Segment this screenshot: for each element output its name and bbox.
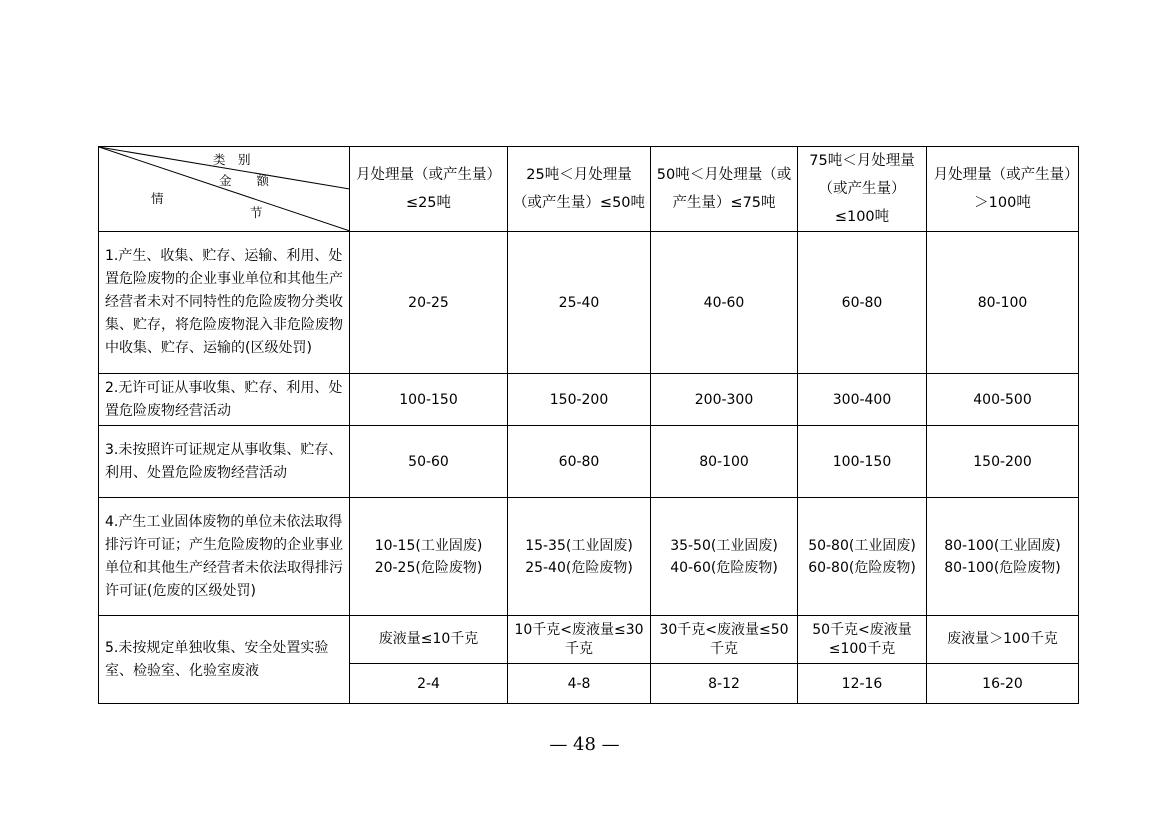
row-label: 4.产生工业固体废物的单位未依法取得排污许可证；产生危险废物的企业事业单位和其他生产经营者未依法取得排污许可证(危废的区级处罚) (99, 498, 350, 616)
header-row (99, 147, 1079, 232)
row-label: 2.无许可证从事收集、贮存、利用、处置危险废物经营活动 (99, 374, 350, 426)
fine-value: 80-100(工业固废) 80-100(危险废物) (927, 498, 1079, 616)
fine-value: 300-400 (798, 374, 927, 426)
diagonal-header-cell (99, 147, 350, 232)
fine-value: 150-200 (927, 426, 1079, 498)
fine-value: 10-15(工业固废) 20-25(危险废物) (350, 498, 508, 616)
fine-value: 15-35(工业固废) 25-40(危险废物) (508, 498, 651, 616)
fine-value: 50-60 (350, 426, 508, 498)
fine-value: 100-150 (798, 426, 927, 498)
row-label: 3.未按照许可证规定从事收集、贮存、利用、处置危险废物经营活动 (99, 426, 350, 498)
fine-table (98, 146, 1079, 704)
row-label: 5.未按规定单独收集、安全处置实验室、检验室、化验室废液 (99, 616, 350, 704)
liquid-threshold: 废液量＞100千克 (927, 616, 1079, 664)
table-row (99, 374, 1079, 426)
col-header-3: 50吨＜月处理量（或产生量）≤75吨 (651, 147, 798, 232)
table-row (99, 232, 1079, 374)
fine-value: 100-150 (350, 374, 508, 426)
fine-value: 60-80 (508, 426, 651, 498)
col-header-1: 月处理量（或产生量）≤25吨 (350, 147, 508, 232)
fine-value: 16-20 (927, 664, 1079, 704)
fine-value: 200-300 (651, 374, 798, 426)
fine-value: 8-12 (651, 664, 798, 704)
fine-value: 20-25 (350, 232, 508, 374)
fine-value: 400-500 (927, 374, 1079, 426)
fine-value: 60-80 (798, 232, 927, 374)
fine-value: 2-4 (350, 664, 508, 704)
circumstance-label-qing: 情 (151, 191, 164, 206)
col-header-4: 75吨＜月处理量（或产生量）≤100吨 (798, 147, 927, 232)
table-row (99, 616, 1079, 664)
liquid-threshold: 废液量≤10千克 (350, 616, 508, 664)
fine-value: 35-50(工业固废) 40-60(危险废物) (651, 498, 798, 616)
col-header-2: 25吨＜月处理量（或产生量）≤50吨 (508, 147, 651, 232)
fine-value: 25-40 (508, 232, 651, 374)
circumstance-label-jie: 节 (250, 205, 263, 220)
fine-value: 80-100 (927, 232, 1079, 374)
page-number: — 48 — (549, 734, 620, 755)
row-label: 1.产生、收集、贮存、运输、利用、处置危险废物的企业事业单位和其他生产经营者未对不同特性的危险废物分类收集、贮存，将危险废物混入非危险废物中收集、贮存、运输的(区级处罚) (99, 232, 350, 374)
liquid-threshold: 10千克<废液量≤30千克 (508, 616, 651, 664)
col-header-5: 月处理量（或产生量）＞100吨 (927, 147, 1079, 232)
fine-value: 40-60 (651, 232, 798, 374)
table-row (99, 498, 1079, 616)
fine-value: 50-80(工业固废) 60-80(危险废物) (798, 498, 927, 616)
category-label: 类 别 (213, 152, 251, 167)
fine-value: 80-100 (651, 426, 798, 498)
liquid-threshold: 50千克<废液量≤100千克 (798, 616, 927, 664)
liquid-threshold: 30千克<废液量≤50千克 (651, 616, 798, 664)
amount-label: 金 额 (219, 173, 270, 188)
table-row (99, 426, 1079, 498)
fine-value: 12-16 (798, 664, 927, 704)
fine-value: 150-200 (508, 374, 651, 426)
fine-value: 4-8 (508, 664, 651, 704)
